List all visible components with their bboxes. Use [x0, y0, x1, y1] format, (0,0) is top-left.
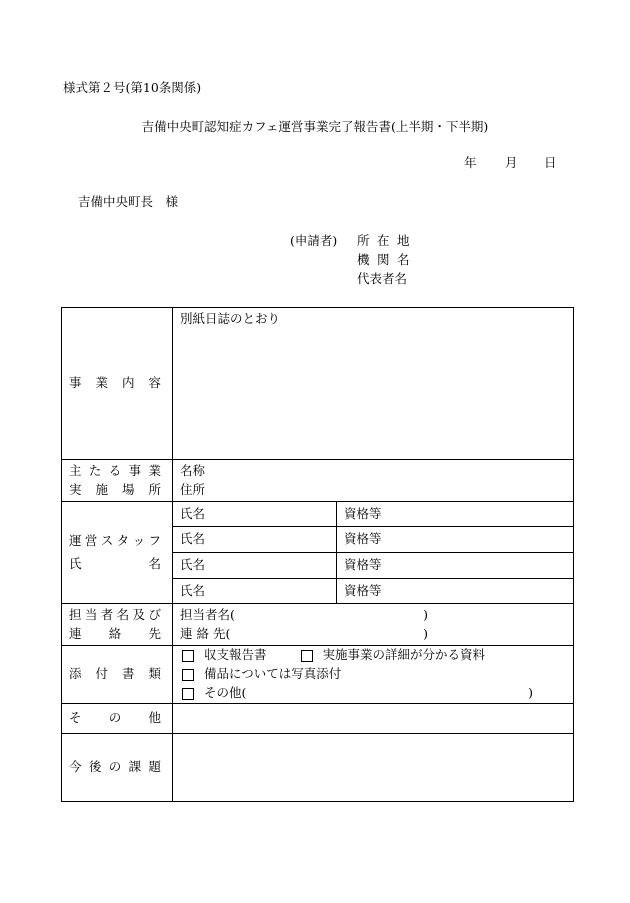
content-row	[62, 308, 574, 460]
future-label: 今 後 の 課 題	[69, 759, 161, 775]
contact-value-cell[interactable]	[173, 604, 574, 646]
attachments-value-cell	[173, 646, 574, 704]
attachment-item-photos: 備品については写真添付	[204, 666, 342, 682]
attachment-item-other-close: )	[528, 685, 533, 701]
form-number: 様式第２号(第10条関係)	[63, 80, 202, 95]
venue-label-line1: 主 た る 事 業	[69, 463, 161, 478]
attachments-label-cell	[62, 646, 173, 704]
staff-qualification-label: 資格等	[344, 505, 382, 521]
date-day: 日	[544, 155, 557, 170]
staff-name-cell[interactable]	[173, 579, 337, 604]
staff-name-label: 氏名	[180, 505, 206, 521]
staff-qualification-cell[interactable]	[337, 502, 574, 527]
staff-qualification-label: 資格等	[344, 531, 382, 547]
staff-label-line2: 氏 名	[69, 555, 161, 571]
venue-name-label: 名称	[180, 463, 206, 478]
staff-label-line1: 運 営 ス タ ッ フ	[69, 533, 161, 548]
document-title: 吉備中央町認知症カフェ運営事業完了報告書(上半期・下半期)	[141, 119, 489, 134]
addressee: 吉備中央町長 様	[78, 194, 179, 209]
contact-row	[62, 604, 574, 646]
staff-name-cell[interactable]	[173, 553, 337, 579]
applicant-label: (申請者)	[290, 233, 338, 248]
date-month: 月	[505, 155, 518, 170]
content-label-cell	[62, 308, 173, 460]
venue-label-cell	[62, 460, 173, 502]
staff-name-label: 氏名	[180, 582, 206, 598]
staff-name-cell[interactable]	[173, 527, 337, 553]
contact-info-label: 連 絡 先(	[180, 625, 231, 641]
staff-qualification-cell[interactable]	[337, 553, 574, 579]
checkbox-icon[interactable]	[301, 650, 313, 662]
contact-label-line2: 連 絡 先	[69, 625, 161, 641]
checkbox-icon[interactable]	[182, 688, 194, 700]
contact-person-close: )	[423, 607, 428, 622]
attachment-item-income-report: 収支報告書	[204, 647, 267, 663]
content-value-cell[interactable]	[173, 308, 574, 460]
venue-label-line2: 実 施 場 所	[69, 481, 161, 497]
venue-row	[62, 460, 574, 502]
staff-qualification-cell[interactable]	[337, 579, 574, 604]
contact-label-line1: 担 当 者 名 及 び	[69, 607, 161, 622]
attachment-item-other: その他(	[204, 685, 247, 701]
attachments-label: 添 付 書 類	[69, 666, 161, 682]
attachments-row	[62, 646, 574, 704]
contact-label-cell	[62, 604, 173, 646]
date-year: 年	[464, 155, 477, 170]
other-value-cell[interactable]	[173, 704, 574, 734]
venue-address-label: 住所	[180, 481, 206, 497]
applicant-representative-label: 代表者名	[357, 271, 408, 286]
staff-row-1	[62, 502, 574, 527]
future-value-cell[interactable]	[173, 734, 574, 802]
checkbox-icon[interactable]	[182, 650, 194, 662]
staff-name-label: 氏名	[180, 531, 206, 547]
staff-qualification-label: 資格等	[344, 582, 382, 598]
future-row	[62, 734, 574, 802]
staff-name-cell[interactable]	[173, 502, 337, 527]
attachment-item-details: 実施事業の詳細が分かる資料	[322, 647, 486, 663]
report-table	[61, 307, 574, 802]
staff-label-cell	[62, 502, 173, 604]
contact-info-close: )	[423, 625, 428, 641]
content-label: 事 業 内 容	[69, 375, 161, 391]
applicant-address-label: 所在地	[357, 233, 418, 248]
other-label-cell	[62, 704, 173, 734]
content-value: 別紙日誌のとおり	[180, 311, 281, 326]
checkbox-icon[interactable]	[182, 669, 194, 681]
other-row	[62, 704, 574, 734]
staff-qualification-cell[interactable]	[337, 527, 574, 553]
contact-person-label: 担当者名(	[180, 607, 235, 622]
applicant-organization-label: 機関名	[357, 252, 418, 267]
other-label: そ の 他	[69, 710, 161, 726]
staff-name-label: 氏名	[180, 557, 206, 573]
future-label-cell	[62, 734, 173, 802]
venue-value-cell[interactable]	[173, 460, 574, 502]
staff-qualification-label: 資格等	[344, 557, 382, 573]
